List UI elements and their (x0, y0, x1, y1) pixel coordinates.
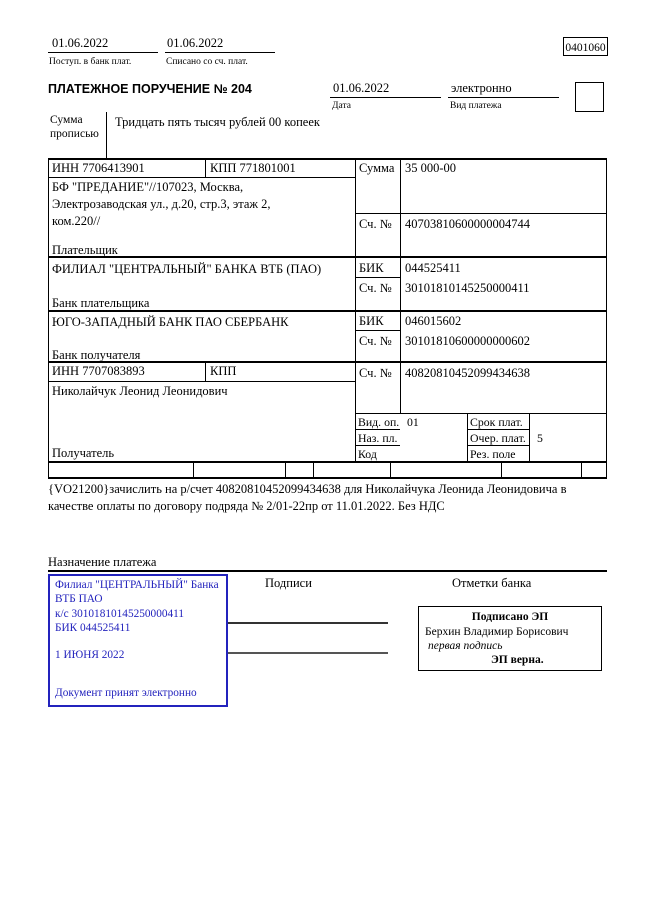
empty-row-divider-1 (193, 461, 194, 477)
bank-marks-label: Отметки банка (452, 576, 532, 590)
stamp-footer: Документ принят электронно (55, 687, 197, 699)
beneficiary-bank-bik: 046015602 (405, 314, 462, 328)
beneficiary-inn-divider (48, 381, 355, 382)
mini-row1-divider-b (467, 429, 529, 430)
kpp-column-divider (205, 158, 206, 177)
payment-purpose-text: {VO21200}зачислить на р/счет 40820810452099434638 для Николайчука Леонида Леонидовича в качестве оплаты по договору подряда № 2/01-22пр от 11.01.2022. Без НДС (48, 482, 567, 513)
payment-kind-label: Вид платежа (450, 101, 502, 111)
stamp-bank-name-2: ВТБ ПАО (55, 593, 103, 605)
order-value: 5 (537, 431, 543, 445)
beneficiary-bank-name: ЮГО-ЗАПАДНЫЙ БАНК ПАО СБЕРБАНК (52, 315, 289, 329)
beneficiary-name: Николайчук Леонид Леонидович (52, 384, 228, 398)
payer-inn: ИНН 7706413901 (52, 161, 145, 175)
reserve-field-label: Рез. поле (470, 447, 516, 461)
payer-name-address: БФ "ПРЕДАНИЕ"//107023, Москва, Электрозаводская ул., д.20, стр.3, этаж 2, ком.220// (52, 180, 271, 228)
doc-date-underline (330, 97, 441, 98)
amount-words-divider (106, 112, 107, 158)
purpose-bottom-border (48, 570, 607, 572)
ep-signature-role: первая подпись (428, 640, 503, 652)
payer-bank-label: Банк плательщика (52, 296, 150, 310)
amount-words-label-1: Сумма (50, 114, 83, 126)
date-debited-underline (165, 52, 275, 53)
mini-row2-divider-a (355, 445, 400, 446)
amount-words-value: Тридцать пять тысяч рублей 00 копеек (115, 115, 320, 129)
stamp-bik: БИК 044525411 (55, 622, 131, 634)
doc-date-label: Дата (332, 101, 351, 111)
form-code-box (563, 37, 608, 56)
beneficiary-bank-bik-divider (355, 330, 401, 331)
payer-bank-bik-label: БИК (359, 261, 384, 275)
op-kind-value: 01 (407, 415, 419, 429)
date-debited-value: 01.06.2022 (167, 36, 224, 50)
table-border-right (606, 158, 607, 479)
label-value-divider (400, 158, 401, 413)
signature-line-2 (228, 652, 388, 654)
payer-kpp: КПП 771801001 (210, 161, 296, 175)
mini-table-divider-1 (467, 413, 468, 461)
payer-account: 40703810600000004744 (405, 217, 530, 231)
beneficiary-account-label: Сч. № (359, 366, 392, 380)
bank-acceptance-stamp (48, 574, 228, 707)
sum-value: 35 000-00 (405, 161, 457, 175)
mini-row2-divider-b (467, 445, 529, 446)
date-received-underline (48, 52, 158, 53)
payment-kind-underline (448, 97, 559, 98)
empty-row-bottom-border (48, 477, 607, 479)
beneficiary-label: Получатель (52, 446, 115, 460)
ep-signed-title: Подписано ЭП (471, 611, 549, 623)
date-debited-label: Списано со сч. плат. (166, 57, 248, 67)
inn-kpp-divider (48, 177, 355, 178)
beneficiary-bank-account-label: Сч. № (359, 334, 392, 348)
empty-row-divider-4 (390, 461, 391, 477)
empty-row-divider-3 (313, 461, 314, 477)
form-code: 0401060 (565, 42, 606, 54)
date-received-value: 01.06.2022 (52, 36, 109, 50)
payer-bank-bik-divider (355, 277, 401, 278)
beneficiary-inn: ИНН 7707083893 (52, 364, 145, 378)
table-border-left (48, 158, 49, 479)
signatures-label: Подписи (265, 576, 312, 590)
stamp-bank-name-1: Филиал "ЦЕНТРАЛЬНЫЙ" Банка (55, 579, 219, 591)
stamp-corr-account: к/с 30101810145250000411 (55, 608, 185, 620)
table-border-top (48, 158, 607, 160)
amount-words-label-2: прописью (50, 128, 99, 140)
sum-account-divider (355, 213, 607, 214)
ep-signer-name: Берхин Владимир Борисович (425, 626, 569, 638)
beneficiary-kpp-label: КПП (210, 364, 237, 378)
document-title: ПЛАТЕЖНОЕ ПОРУЧЕНИЕ № 204 (48, 82, 252, 96)
beneficiary-bank-bik-label: БИК (359, 314, 384, 328)
sum-label: Сумма (359, 161, 395, 175)
doc-date-value: 01.06.2022 (333, 81, 390, 95)
payer-bank-bik: 044525411 (405, 261, 461, 275)
empty-row-divider-2 (285, 461, 286, 477)
payer-bank-bottom-border (48, 310, 607, 312)
mini-table-top-border (355, 413, 607, 414)
code-label: Код (358, 447, 377, 461)
beneficiary-bank-account: 30101810600000000602 (405, 334, 530, 348)
signature-line-1 (228, 622, 388, 624)
payer-bank-account-label: Сч. № (359, 281, 392, 295)
pay-purpose-code-label: Наз. пл. (358, 431, 398, 445)
stamp-date: 1 ИЮНЯ 2022 (55, 649, 125, 661)
empty-row-divider-5 (501, 461, 502, 477)
beneficiary-bank-label: Банк получателя (52, 348, 141, 362)
ep-verified-text: ЭП верна. (491, 654, 544, 666)
beneficiary-bottom-border (48, 461, 607, 463)
beneficiary-kpp-divider (205, 361, 206, 381)
mini-table-divider-2 (529, 413, 530, 461)
order-label: Очер. плат. (470, 431, 526, 445)
payer-label: Плательщик (52, 243, 118, 257)
payer-bank-name: ФИЛИАЛ "ЦЕНТРАЛЬНЫЙ" БАНКА ВТБ (ПАО) (52, 262, 322, 276)
empty-row-divider-6 (581, 461, 582, 477)
payment-kind-value: электронно (451, 81, 512, 95)
mini-row1-divider-a (355, 429, 400, 430)
beneficiary-account: 40820810452099434638 (405, 366, 530, 380)
payment-purpose-label: Назначение платежа (48, 555, 157, 569)
due-date-label: Срок плат. (470, 415, 523, 429)
payer-bottom-border (48, 256, 607, 258)
payer-account-label: Сч. № (359, 217, 392, 231)
date-received-label: Поступ. в банк плат. (49, 57, 132, 67)
payer-bank-account: 30101810145250000411 (405, 281, 530, 295)
priority-box (575, 82, 604, 112)
electronic-signature-box (418, 606, 602, 671)
op-kind-label: Вид. оп. (358, 415, 400, 429)
